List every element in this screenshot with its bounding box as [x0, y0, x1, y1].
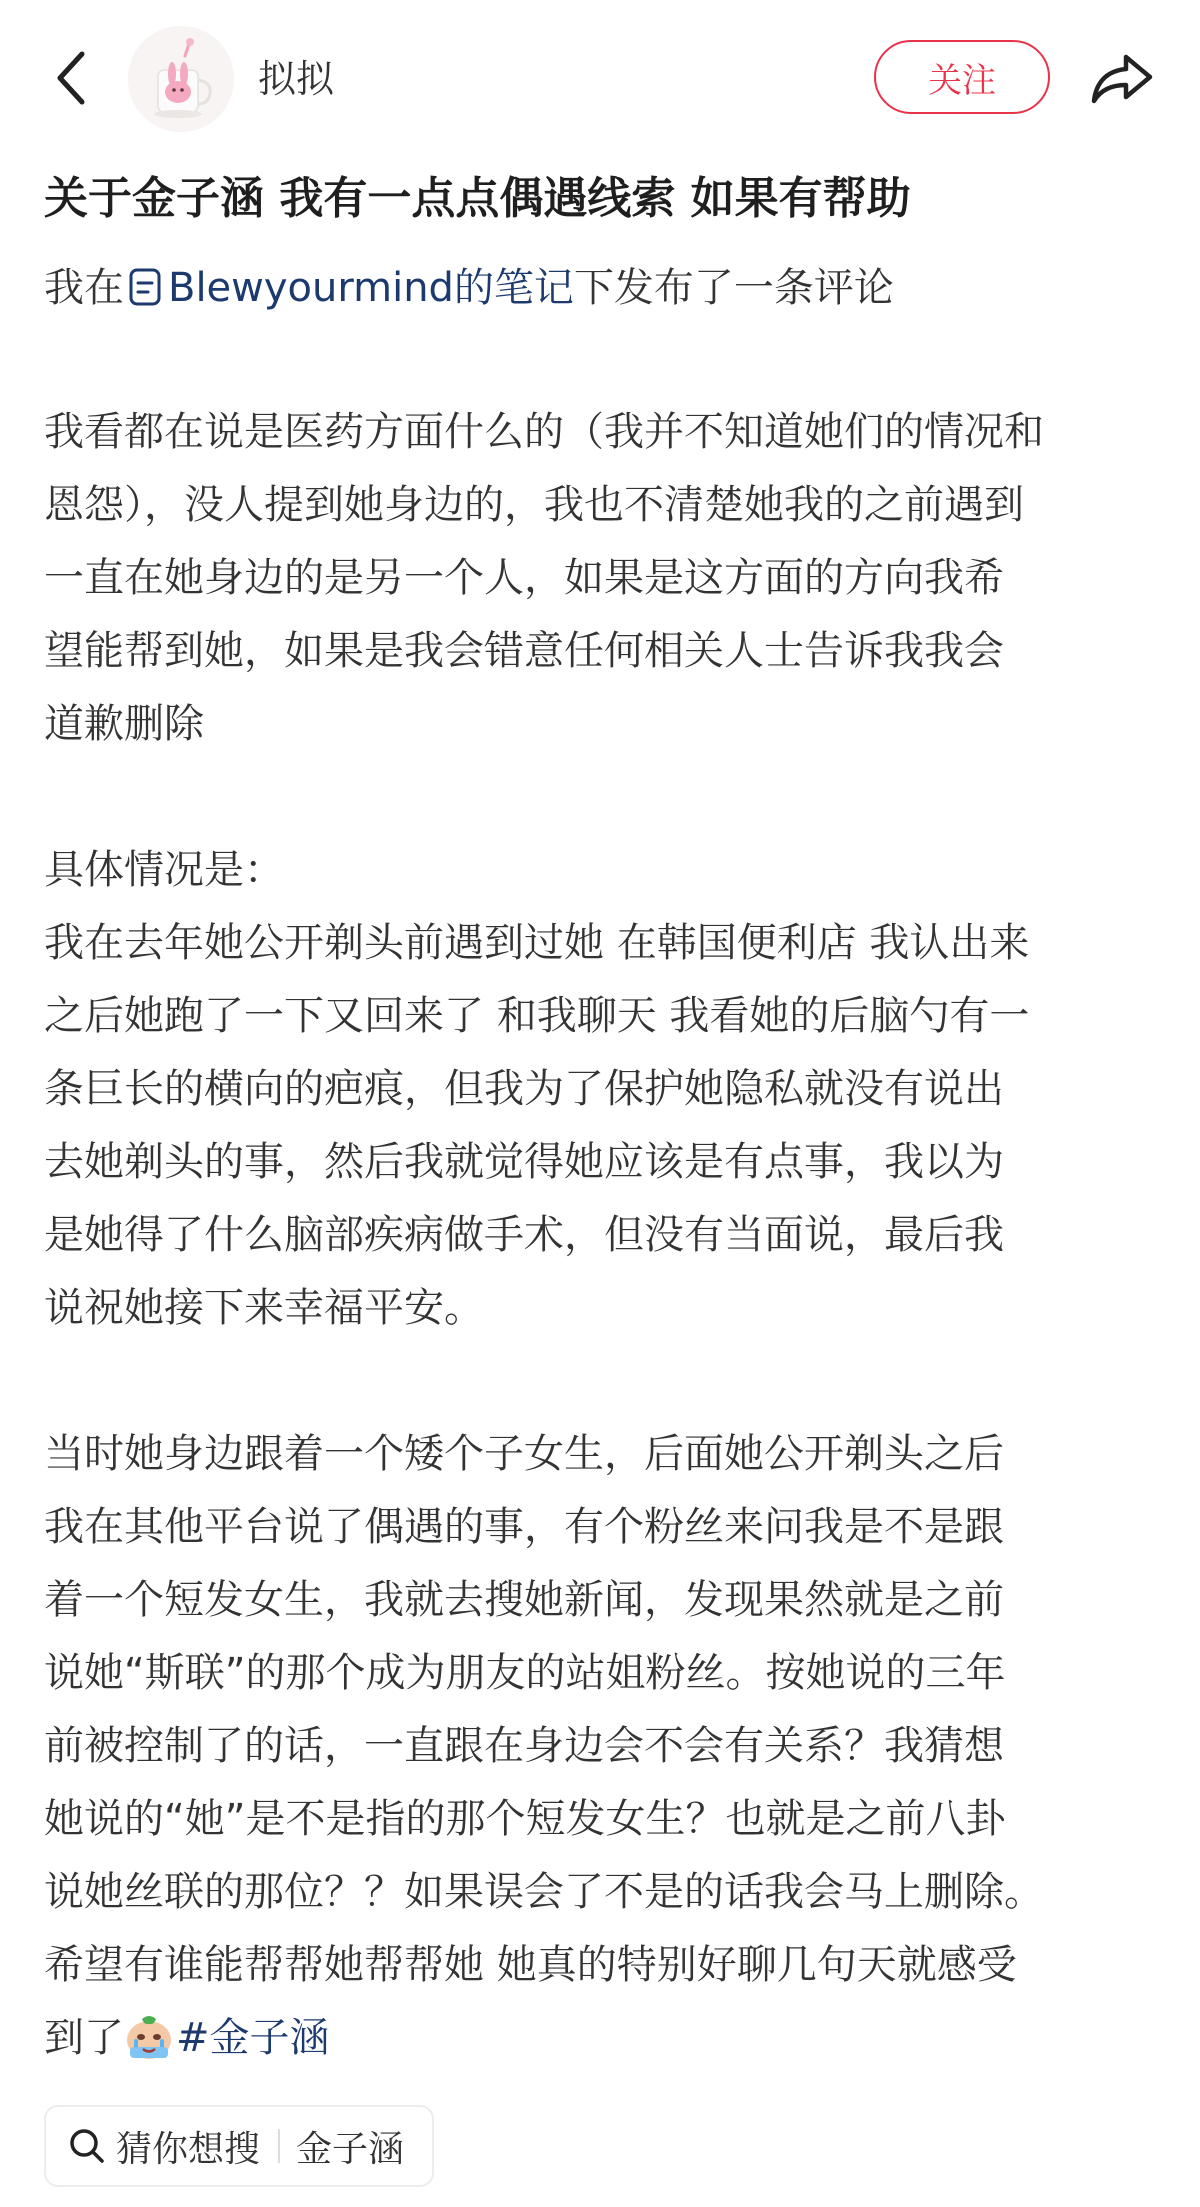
follow-button[interactable]: 关注: [874, 40, 1050, 114]
paragraph-2: [44, 834, 1164, 1345]
back-button[interactable]: [42, 38, 98, 118]
body-line: 条巨长的横向的疤痕，但我为了保护她隐私就没有说出: [44, 1066, 1004, 1112]
comment-prefix: 我在: [44, 265, 124, 311]
body-line: 我看都在说是医药方面什么的（我并不知道她们的情况和: [44, 409, 1044, 455]
body-line: 具体情况是：: [44, 847, 284, 893]
body-line: 当时她身边跟着一个矮个子女生，后面她公开剃头之后: [44, 1431, 1004, 1477]
suggested-search-query[interactable]: 金子涵: [296, 2128, 405, 2170]
body-line: 着一个短发女生，我就去搜她新闻，发现果然就是之前: [44, 1577, 1004, 1623]
author-avatar[interactable]: [128, 26, 234, 132]
body-line: 希望有谁能帮帮她帮帮她 她真的特别好聊几句天就感受: [44, 1942, 1017, 1988]
paragraph-1: [44, 396, 1164, 761]
body-line: 她说的“她”是不是指的那个短发女生？也就是之前八卦: [44, 1796, 1006, 1842]
body-line: 说她丝联的那位？？如果误会了不是的话我会马上删除。: [44, 1869, 1044, 1915]
body-line: 道歉删除: [44, 701, 204, 747]
post-body: [44, 396, 1164, 2075]
note-link-text[interactable]: Blewyourmind的笔记: [168, 265, 574, 311]
body-line: 望能帮到她，如果是我会错意任何相关人士告诉我我会: [44, 628, 1004, 674]
body-line: 去她剃头的事，然后我就觉得她应该是有点事，我以为: [44, 1139, 1004, 1185]
share-arrow-icon: [1090, 51, 1154, 107]
body-line: 是她得了什么脑部疾病做手术，但没有当面说，最后我: [44, 1212, 1004, 1258]
body-line: 恩怨），没人提到她身边的，我也不清楚她我的之前遇到: [44, 482, 1024, 528]
share-button[interactable]: [1084, 44, 1160, 114]
bunny-mug-avatar-image: [128, 26, 234, 132]
hashtag-link[interactable]: #金子涵: [176, 2015, 330, 2061]
note-icon: [128, 267, 162, 307]
paragraph-gap: [44, 1345, 1164, 1418]
search-icon: [68, 2127, 106, 2165]
body-line-text: 到了: [44, 2015, 124, 2061]
body-line-last: [44, 2002, 1164, 2075]
post-title: 关于金子涵 我有一点点偶遇线索 如果有帮助: [44, 173, 911, 224]
back-arrow-icon: [52, 48, 88, 108]
body-line: 我在其他平台说了偶遇的事，有个粉丝来问我是不是跟: [44, 1504, 1004, 1550]
comment-suffix: 下发布了一条评论: [573, 265, 894, 311]
paragraph-3: [44, 1418, 1164, 2075]
suggested-search-label: 猜你想搜: [116, 2128, 261, 2170]
top-bar: [0, 0, 1200, 155]
body-line: 一直在她身边的是另一个人，如果是这方面的方向我希: [44, 555, 1004, 601]
crying-face-emoji-icon: [124, 2013, 174, 2061]
paragraph-gap: [44, 761, 1164, 834]
body-line: 之后她跑了一下又回来了 和我聊天 我看她的后脑勺有一: [44, 993, 1030, 1039]
body-line: 我在去年她公开剃头前遇到过她 在韩国便利店 我认出来: [44, 920, 1030, 966]
chip-divider: [278, 2129, 280, 2163]
author-name[interactable]: 拟拟: [258, 57, 335, 101]
body-line: 前被控制了的话，一直跟在身边会不会有关系？我猜想: [44, 1723, 1004, 1769]
body-line: 说祝她接下来幸福平安。: [44, 1285, 484, 1331]
suggested-search-chip[interactable]: [44, 2105, 434, 2187]
note-link[interactable]: [124, 265, 574, 311]
comment-source-line: [44, 256, 1164, 320]
body-line: 说她“斯联”的那个成为朋友的站姐粉丝。按她说的三年: [44, 1650, 1006, 1696]
